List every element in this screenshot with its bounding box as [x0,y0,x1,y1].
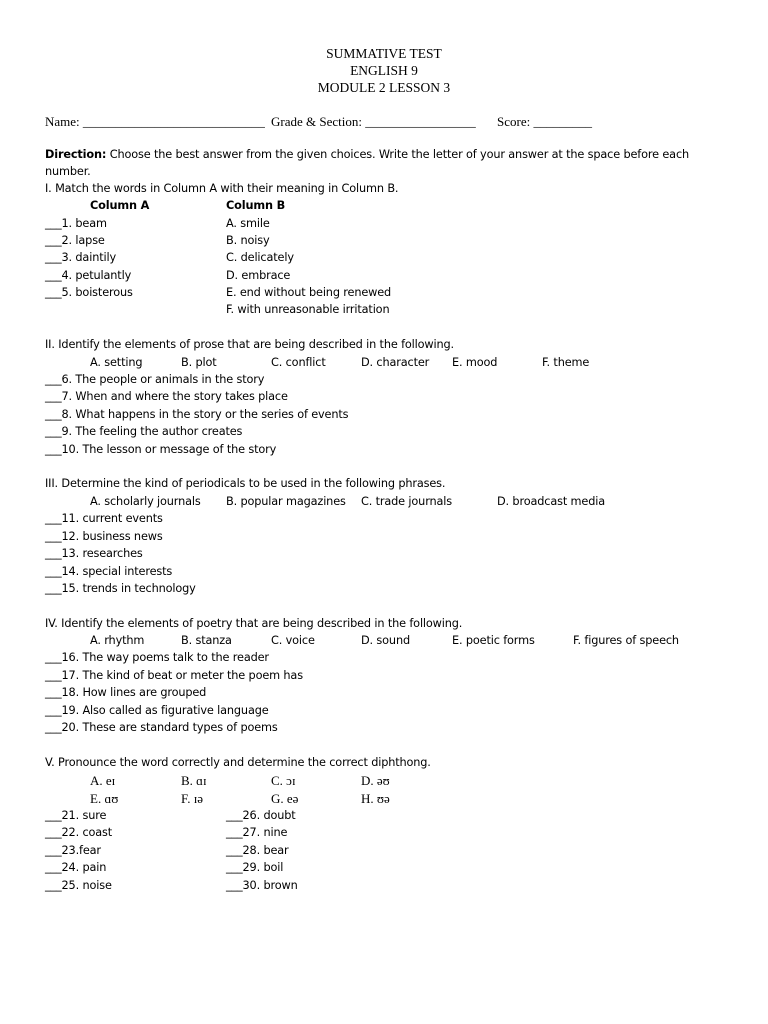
prose-choice: C. conflict [271,356,326,369]
word-item: ___28. bear [226,844,289,857]
periodical-choice: B. popular magazines [226,495,346,508]
word-item: ___21. sure [45,809,107,822]
meaning-option: A. smile [226,217,270,230]
poetry-choice: C. voice [271,634,315,647]
word-item: ___25. noise [45,879,112,892]
module-title: MODULE 2 LESSON 3 [317,80,451,95]
prose-choice: E. mood [452,356,498,369]
part2-heading: II. Identify the elements of prose that are being described in the following. [45,338,454,351]
meaning-option: C. delicately [226,251,294,264]
meaning-option: D. embrace [226,269,291,282]
match-item: ___1. beam [45,217,107,230]
question-item: ___9. The feeling the author creates [45,425,243,438]
poetry-choice: B. stanza [181,634,232,647]
periodical-choice: C. trade journals [361,495,452,508]
periodical-choice: D. broadcast media [497,495,605,508]
word-item: ___23.fear [45,844,101,857]
column-b-header: Column B [226,199,286,212]
subject-title: ENGLISH 9 [350,63,418,78]
test-title: SUMMATIVE TEST [326,46,442,61]
diphthong-choice: E. ɑʊ [90,791,119,806]
word-item: ___26. doubt [226,809,296,822]
diphthong-choice: H. ʊə [361,791,390,806]
match-item: ___5. boisterous [45,286,133,299]
direction-text: Choose the best answer from the given choices. Write the letter of your answer at the space before each [106,148,690,161]
prose-choice: B. plot [181,356,217,369]
question-item: ___10. The lesson or message of the story [45,443,277,456]
part4-heading: IV. Identify the elements of poetry that are being described in the following. [45,617,463,630]
question-item: ___8. What happens in the story or the series of events [45,408,349,421]
prose-choice: A. setting [90,356,143,369]
column-a-header: Column A [90,199,150,212]
grade-section-field[interactable]: Grade & Section: _________________ [271,114,476,129]
question-item: ___19. Also called as figurative language [45,704,269,717]
question-item: ___11. current events [45,512,163,525]
diphthong-choice: A. eɪ [90,773,116,788]
direction-label: Direction: [45,148,107,161]
match-item: ___2. lapse [45,234,105,247]
diphthong-choice: F. ɪə [181,791,204,806]
direction-text-cont: number. [45,165,91,178]
question-item: ___20. These are standard types of poems [45,721,278,734]
diphthong-choice: D. əʊ [361,773,390,788]
part1-heading: I. Match the words in Column A with their meaning in Column B. [45,182,399,195]
question-item: ___15. trends in technology [45,582,196,595]
question-item: ___6. The people or animals in the story [45,373,265,386]
meaning-option: E. end without being renewed [226,286,392,299]
word-item: ___22. coast [45,826,113,839]
diphthong-choice: B. ɑɪ [181,773,207,788]
question-item: ___16. The way poems talk to the reader [45,651,269,664]
question-item: ___7. When and where the story takes place [45,390,288,403]
word-item: ___27. nine [226,826,288,839]
question-item: ___17. The kind of beat or meter the poem has [45,669,303,682]
score-field[interactable]: Score: _________ [497,114,592,129]
part5-heading: V. Pronounce the word correctly and determine the correct diphthong. [45,756,431,769]
question-item: ___18. How lines are grouped [45,686,207,699]
match-item: ___4. petulantly [45,269,132,282]
word-item: ___30. brown [226,879,298,892]
poetry-choice: D. sound [361,634,410,647]
poetry-choice: A. rhythm [90,634,145,647]
meaning-option: F. with unreasonable irritation [226,303,390,316]
poetry-choice: F. figures of speech [573,634,679,647]
name-field[interactable]: Name: ____________________________ [45,114,265,129]
question-item: ___14. special interests [45,565,173,578]
periodical-choice: A. scholarly journals [90,495,201,508]
direction-line [45,149,689,160]
part3-heading: III. Determine the kind of periodicals to be used in the following phrases. [45,477,446,490]
match-item: ___3. daintily [45,251,116,264]
diphthong-choice: G. eə [271,791,299,806]
word-item: ___24. pain [45,861,107,874]
prose-choice: F. theme [542,356,590,369]
question-item: ___13. researches [45,547,143,560]
prose-choice: D. character [361,356,430,369]
meaning-option: B. noisy [226,234,270,247]
diphthong-choice: C. ɔɪ [271,773,296,788]
word-item: ___29. boil [226,861,284,874]
question-item: ___12. business news [45,530,163,543]
poetry-choice: E. poetic forms [452,634,535,647]
